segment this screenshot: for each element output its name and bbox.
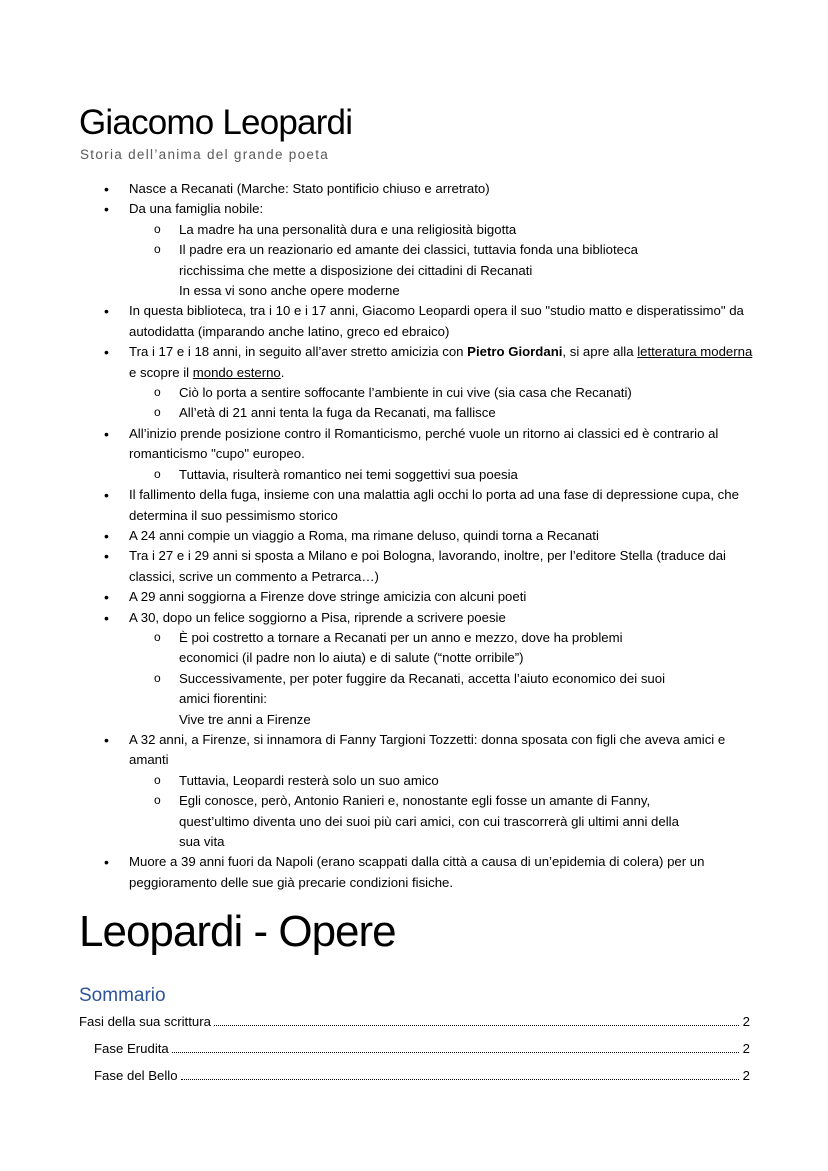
toc-entry[interactable] <box>94 1068 750 1083</box>
list-item-text: All’inizio prende posizione contro il Romanticismo, perché vuole un ritorno ai classici ed è contrario al romanticismo "cupo" europeo. <box>129 425 719 462</box>
toc-entry-page: 2 <box>742 1014 750 1029</box>
section-title: Leopardi - Opere <box>79 907 396 956</box>
list-item-text: A 24 anni compie un viaggio a Roma, ma rimane deluso, quindi torna a Recanati <box>129 527 599 543</box>
sub-list <box>129 465 756 485</box>
sub-list <box>129 220 756 302</box>
list-item-text: , si apre alla <box>562 344 638 360</box>
list-item-text: Tra i 27 e i 29 anni si sposta a Milano e poi Bologna, lavorando, inoltre, per l’editore Stella (traduce dai classici, scrive un commento a Petrarca…) <box>129 548 726 584</box>
list-item <box>0 852 828 893</box>
sub-list <box>129 771 756 853</box>
sub-list-item-text: Ciò lo porta a sentire soffocante l’ambiente in cui vive (sia casa che Recanati) <box>179 385 632 401</box>
sub-list-item-text: All’età di 21 anni tenta la fuga da Recanati, ma fallisce <box>179 405 496 421</box>
list-item <box>0 587 828 607</box>
list-item-text: Muore a 39 anni fuori da Napoli (erano scappati dalla città a causa di un’epidemia di colera) per un peggioramento delle sue già precarie condizioni fisiche. <box>129 854 705 890</box>
sub-list-item-text: È poi costretto a tornare a Recanati per un anno e mezzo, dove ha problemi economici (il padre non lo aiuta) e di salute (“notte orribile”) <box>179 629 623 666</box>
sub-list-item-text: In essa vi sono anche opere moderne <box>179 283 400 299</box>
sub-list-item <box>0 403 756 423</box>
list-item-text: Da una famiglia nobile: <box>129 201 264 217</box>
toc-entry-label: Fase Erudita <box>94 1041 169 1056</box>
list-item-text: Il fallimento della fuga, insieme con una malattia agli occhi lo porta ad una fase di depressione cupa, che determina il suo pessimismo storico <box>129 487 739 523</box>
list-item <box>0 546 828 587</box>
sub-list-item-text: Tuttavia, risulterà romantico nei temi soggettivi sua poesia <box>179 466 518 482</box>
sub-list-item <box>0 465 756 485</box>
list-item <box>0 730 828 852</box>
underlined-text: letteratura moderna <box>637 344 753 360</box>
list-item <box>0 424 828 485</box>
page-title: Giacomo Leopardi <box>79 103 353 142</box>
toc-leader-dots <box>214 1024 739 1026</box>
list-item <box>0 301 828 342</box>
toc-leader-dots <box>181 1078 739 1080</box>
list-item-text: e scopre il <box>129 364 193 380</box>
list-item-text: Tra i 17 e i 18 anni, in seguito all’aver stretto amicizia con <box>129 344 468 360</box>
list-item-text: A 29 anni soggiorna a Firenze dove stringe amicizia con alcuni poeti <box>129 589 527 605</box>
toc-entry-page: 2 <box>742 1068 750 1083</box>
sub-list-item <box>0 628 756 669</box>
underlined-text: mondo esterno <box>192 364 281 380</box>
list-item <box>0 199 828 301</box>
sub-list-item <box>0 791 756 852</box>
biography-list <box>0 179 828 893</box>
toc-entry-page: 2 <box>742 1041 750 1056</box>
sub-list <box>129 383 756 424</box>
list-item-text: . <box>280 364 285 380</box>
toc-entry[interactable] <box>79 1014 750 1029</box>
list-item <box>0 526 828 546</box>
sub-list-item <box>0 669 756 730</box>
sub-list-item-text: Egli conosce, però, Antonio Ranieri e, nonostante egli fosse un amante di Fanny, quest’ultimo diventa uno dei suoi più cari amici, con cui trascorrerà gli ultimi anni della sua vita <box>179 793 679 849</box>
page-subtitle: Storia dell’anima del grande poeta <box>80 147 330 162</box>
sub-list-item-text: Successivamente, per poter fuggire da Recanati, accetta l’aiuto economico dei suoi amici fiorentini: <box>179 670 666 707</box>
sub-list-item <box>0 383 756 403</box>
list-item-text: Nasce a Recanati (Marche: Stato pontificio chiuso e arretrato) <box>129 181 490 196</box>
list-item <box>0 342 828 424</box>
toc-entry-label: Fasi della sua scrittura <box>79 1014 211 1029</box>
toc-entry-label: Fase del Bello <box>94 1068 178 1083</box>
sub-list <box>129 628 756 730</box>
list-item-text: A 30, dopo un felice soggiorno a Pisa, riprende a scrivere poesie <box>129 609 506 625</box>
sub-list-item <box>0 771 756 791</box>
list-item <box>0 485 828 526</box>
sub-list-item-text: Il padre era un reazionario ed amante dei classici, tuttavia fonda una biblioteca ricchissima che mette a disposizione dei cittadini di Recanati <box>179 242 638 278</box>
list-item-text: A 32 anni, a Firenze, si innamora di Fanny Targioni Tozzetti: donna sposata con figli che aveva amici e amanti <box>129 731 726 768</box>
sub-list-item-text: Tuttavia, Leopardi resterà solo un suo amico <box>179 772 439 788</box>
sub-list-item-text: La madre ha una personalità dura e una religiosità bigotta <box>179 221 517 237</box>
toc-leader-dots <box>172 1051 739 1053</box>
bold-name: Pietro Giordani <box>467 344 563 360</box>
toc-heading: Sommario <box>79 985 166 1006</box>
list-item <box>0 179 828 199</box>
sub-list-item <box>0 220 756 240</box>
sub-list-item-text: Vive tre anni a Firenze <box>179 711 311 727</box>
list-item <box>0 608 828 730</box>
toc-entry[interactable] <box>94 1041 750 1056</box>
sub-list-item <box>0 240 756 301</box>
list-item-text: In questa biblioteca, tra i 10 e i 17 anni, Giacomo Leopardi opera il suo "studio matto e disperatissimo" da autodidatta (imparando anche latino, greco ed ebraico) <box>129 303 744 339</box>
